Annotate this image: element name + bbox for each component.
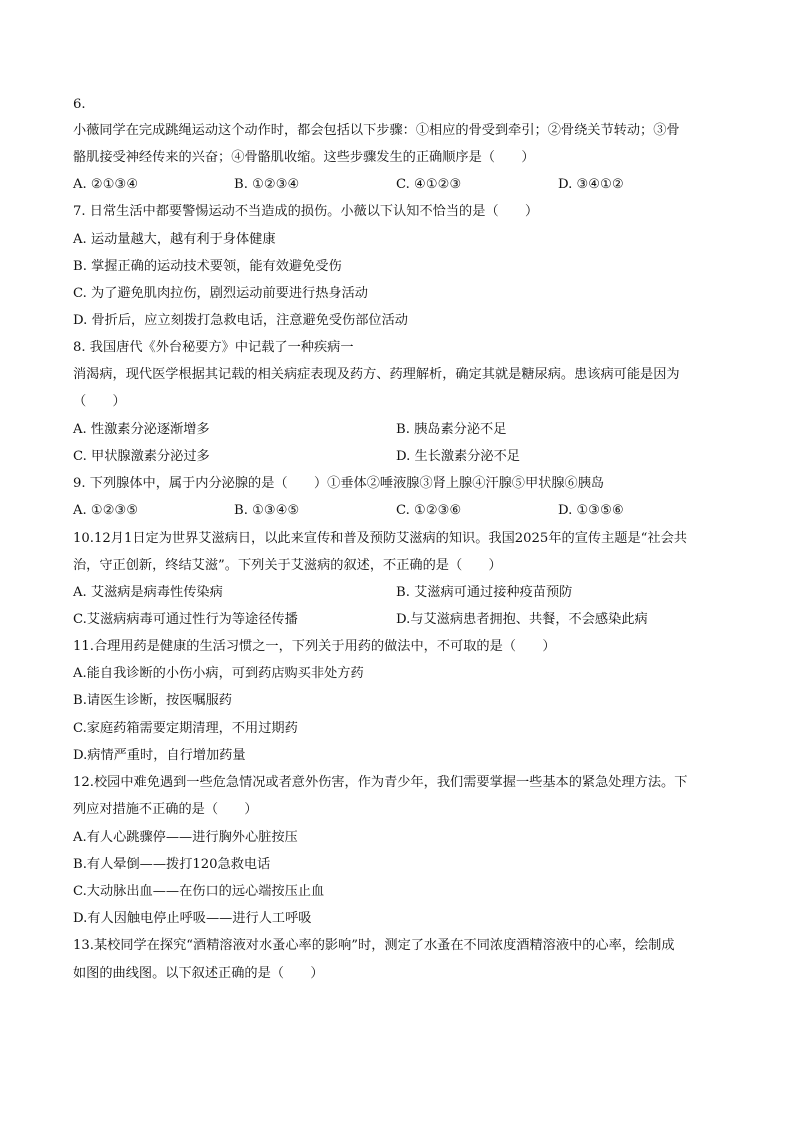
- question-6-option-c: C. ④①②③: [396, 177, 462, 192]
- question-13-stem-line-2: 如图的曲线图。以下叙述正确的是（ ）: [73, 966, 324, 981]
- question-10-stem-line-1: 10.12月1日定为世界艾滋病日，以此来宣传和普及预防艾滋病的知识。我国2025年的宣传主题是“社会共: [73, 531, 687, 546]
- question-7-option-d: D. 骨折后，应立刻拨打急救电话，注意避免受伤部位活动: [73, 313, 408, 328]
- question-11-option-a: A.能自我诊断的小伤小病，可到药店购买非处方药: [73, 666, 364, 681]
- question-8-stem-line-2: 消渴病，现代医学根据其记载的相关病症表现及药方、药理解析，确定其就是糖尿病。患该病可能是因为: [73, 367, 680, 382]
- question-11-option-b: B.请医生诊断，按医嘱服药: [73, 693, 232, 708]
- question-8-option-c: C. 甲状腺激素分泌过多: [73, 449, 210, 464]
- question-6-option-b: B. ①②③④: [234, 177, 300, 192]
- question-9-option-c: C. ①②③⑥: [396, 503, 462, 518]
- question-12-option-d: D.有人因触电停止呼吸——进行人工呼吸: [73, 911, 312, 926]
- question-8-stem-line-1: 8. 我国唐代《外台秘要方》中记载了一种疾病一: [73, 340, 354, 355]
- question-7-option-a: A. 运动量越大，越有利于身体健康: [73, 232, 276, 247]
- question-10-option-c: C.艾滋病病毒可通过性行为等途径传播: [73, 612, 298, 627]
- question-11-stem: 11.合理用药是健康的生活习惯之一，下列关于用药的做法中，不可取的是（ ）: [73, 639, 556, 654]
- question-12-option-a: A.有人心跳骤停——进行胸外心脏按压: [73, 830, 298, 845]
- question-9-option-a: A. ①②③⑤: [73, 503, 139, 518]
- question-8-option-d: D. 生长激素分泌不足: [396, 449, 520, 464]
- question-7-option-c: C. 为了避免肌肉拉伤，剧烈运动前要进行热身活动: [73, 286, 368, 301]
- question-9-stem: 9. 下列腺体中，属于内分泌腺的是（ ）①垂体②唾液腺③肾上腺④汗腺⑤甲状腺⑥胰岛: [73, 476, 605, 491]
- question-11-option-c: C.家庭药箱需要定期清理，不用过期药: [73, 721, 298, 736]
- question-12-stem-line-2: 列应对措施不正确的是（ ）: [73, 802, 258, 817]
- question-8-option-a: A. 性激素分泌逐渐增多: [73, 422, 210, 437]
- question-13-stem-line-1: 13.某校同学在探究“酒精溶液对水蚤心率的影响”时，测定了水蚤在不同浓度酒精溶液中的心率，绘制成: [73, 938, 675, 953]
- question-10-stem-line-2: 治，守正创新，终结艾滋”。下列关于艾滋病的叙述，不正确的是（ ）: [73, 558, 502, 573]
- question-6-number: 6.: [73, 97, 86, 112]
- question-10-option-d: D.与艾滋病患者拥抱、共餐，不会感染此病: [396, 612, 648, 627]
- question-6-option-d: D. ③④①②: [558, 177, 624, 192]
- question-12-stem-line-1: 12.校园中难免遇到一些危急情况或者意外伤害，作为青少年，我们需要掌握一些基本的紧急处理方法。下: [73, 775, 688, 790]
- question-6-stem-line-2: 骼肌接受神经传来的兴奋；④骨骼肌收缩。这些步骤发生的正确顺序是（ ）: [73, 150, 535, 165]
- question-8-stem-line-3: （ ）: [73, 394, 126, 409]
- question-7-option-b: B. 掌握正确的运动技术要领，能有效避免受伤: [73, 259, 342, 274]
- question-10-option-a: A. 艾滋病是病毒性传染病: [73, 585, 223, 600]
- question-9-option-b: B. ①③④⑤: [234, 503, 300, 518]
- question-8-option-b: B. 胰岛素分泌不足: [396, 422, 507, 437]
- question-11-option-d: D.病情严重时，自行增加药量: [73, 748, 246, 763]
- question-7-stem: 7. 日常生活中都要警惕运动不当造成的损伤。小薇以下认知不恰当的是（ ）: [73, 204, 539, 219]
- question-6-stem-line-1: 小薇同学在完成跳绳运动这个动作时，都会包括以下步骤：①相应的骨受到牵引；②骨绕关节转动；③骨: [73, 123, 680, 138]
- question-10-option-b: B. 艾滋病可通过接种疫苗预防: [396, 585, 573, 600]
- question-6-option-a: A. ②①③④: [73, 177, 139, 192]
- question-12-option-b: B.有人晕倒——拨打120急救电话: [73, 857, 271, 872]
- question-12-option-c: C.大动脉出血——在伤口的远心端按压止血: [73, 884, 325, 899]
- question-9-option-d: D. ①③⑤⑥: [558, 503, 624, 518]
